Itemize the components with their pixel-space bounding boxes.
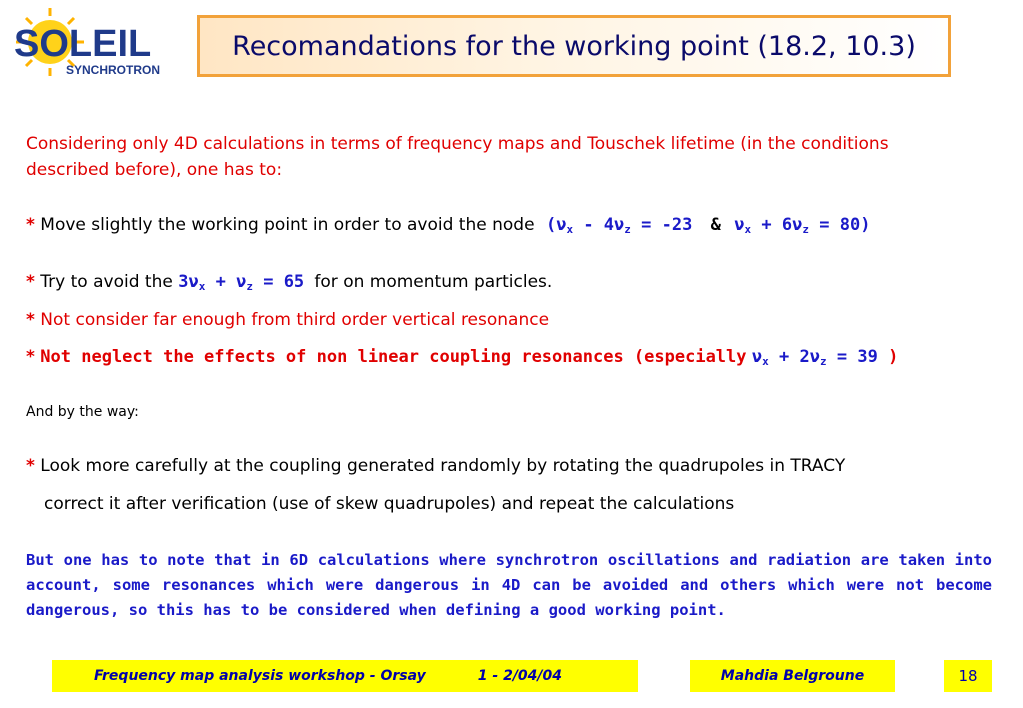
soleil-logo (8, 4, 184, 84)
title-box (197, 15, 951, 77)
coupling-line-2: correct it after verification (use of skew quadrupoles) and repeat the calculations (44, 494, 735, 514)
coupling-line-1: * Look more carefully at the coupling generated randomly by rotating the quadrupoles in TRACY (26, 456, 846, 476)
bullet-node: * Move slightly the working point in order to avoid the node ($\nu_x - 4\nu_z = -23$ & $\nu_x + 6\nu_z = 80$) (26, 215, 871, 236)
bullet-coupling-resonances: * Not neglect the effects of non linear coupling resonances (especially $\nu_x + 2\nu_z = 39$ ) (26, 347, 899, 368)
footer-workshop (52, 660, 638, 692)
bullet-avoid-resonance: * Try to avoid the $3\nu_x + \nu_z = 65$ for on momentum particles. (26, 272, 553, 293)
logo-tagline: SYNCHROTRON (66, 63, 161, 77)
conclusion-paragraph: But one has to note that in 6D calculations where synchrotron oscillations and radiation are taken into account, some resonances which were dangerous in 4D can be avoided and others which were not become dangerous, so this has to be considered when defining a good working point. (26, 551, 992, 619)
footer-workshop-title: Frequency map analysis workshop - Orsay (94, 668, 426, 684)
footer-date: 1 - 2/04/04 (477, 668, 563, 684)
bullet-third-order: * Not consider far enough from third order vertical resonance (26, 310, 550, 330)
logo-wordmark: SOLEIL (14, 23, 152, 65)
by-the-way-label: And by the way: (26, 404, 139, 420)
page-number: 18 (944, 660, 992, 692)
intro-paragraph: Considering only 4D calculations in terms of frequency maps and Touschek lifetime (in the conditions described before), one has to: (26, 134, 889, 180)
footer-author: Mahdia Belgroune (690, 660, 895, 692)
slide-title: Recomandations for the working point (18.2, 10.3) (232, 30, 916, 62)
